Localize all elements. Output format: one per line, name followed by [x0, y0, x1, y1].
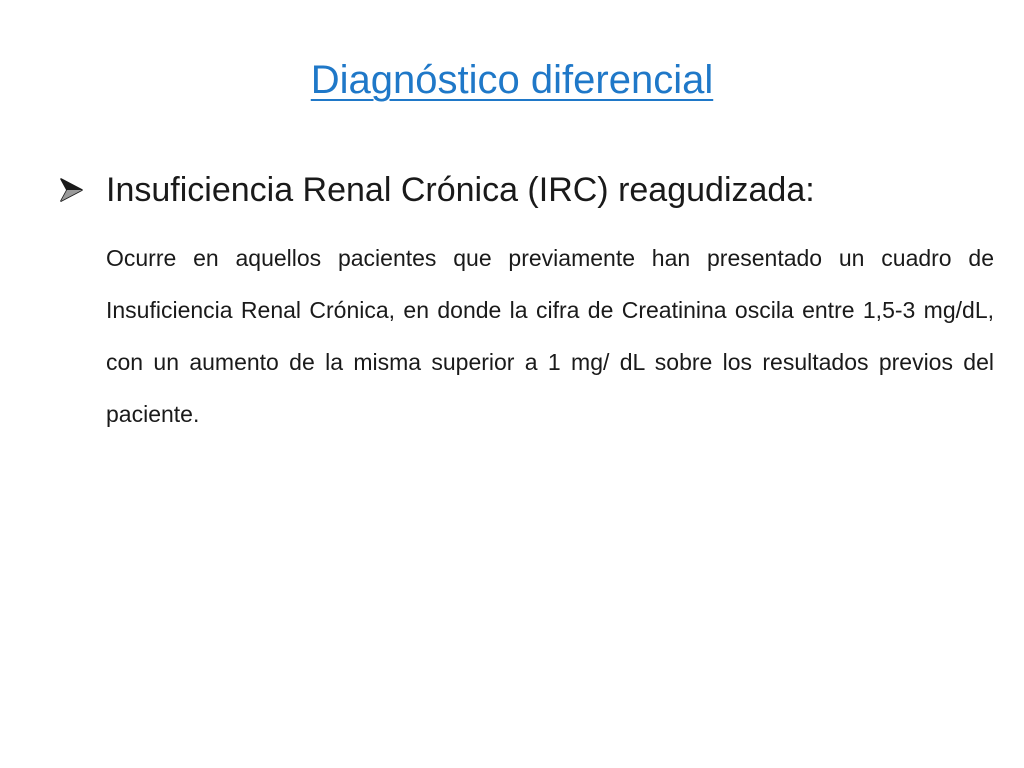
slide-title: Diagnóstico diferencial [310, 58, 714, 102]
bullet-heading: Insuficiencia Renal Crónica (IRC) reagudizada: [106, 171, 815, 209]
arrow-bullet-icon [58, 177, 84, 203]
bullet-item [58, 164, 998, 216]
body-paragraph: Ocurre en aquellos pacientes que previamente han presentado un cuadro de Insuficiencia Renal Crónica, en donde la cifra de Creatinina oscila entre 1,5-3 mg/dL, con un aumento de la misma superior a 1 mg/ dL sobre los resultados previos del paciente. [106, 245, 994, 427]
